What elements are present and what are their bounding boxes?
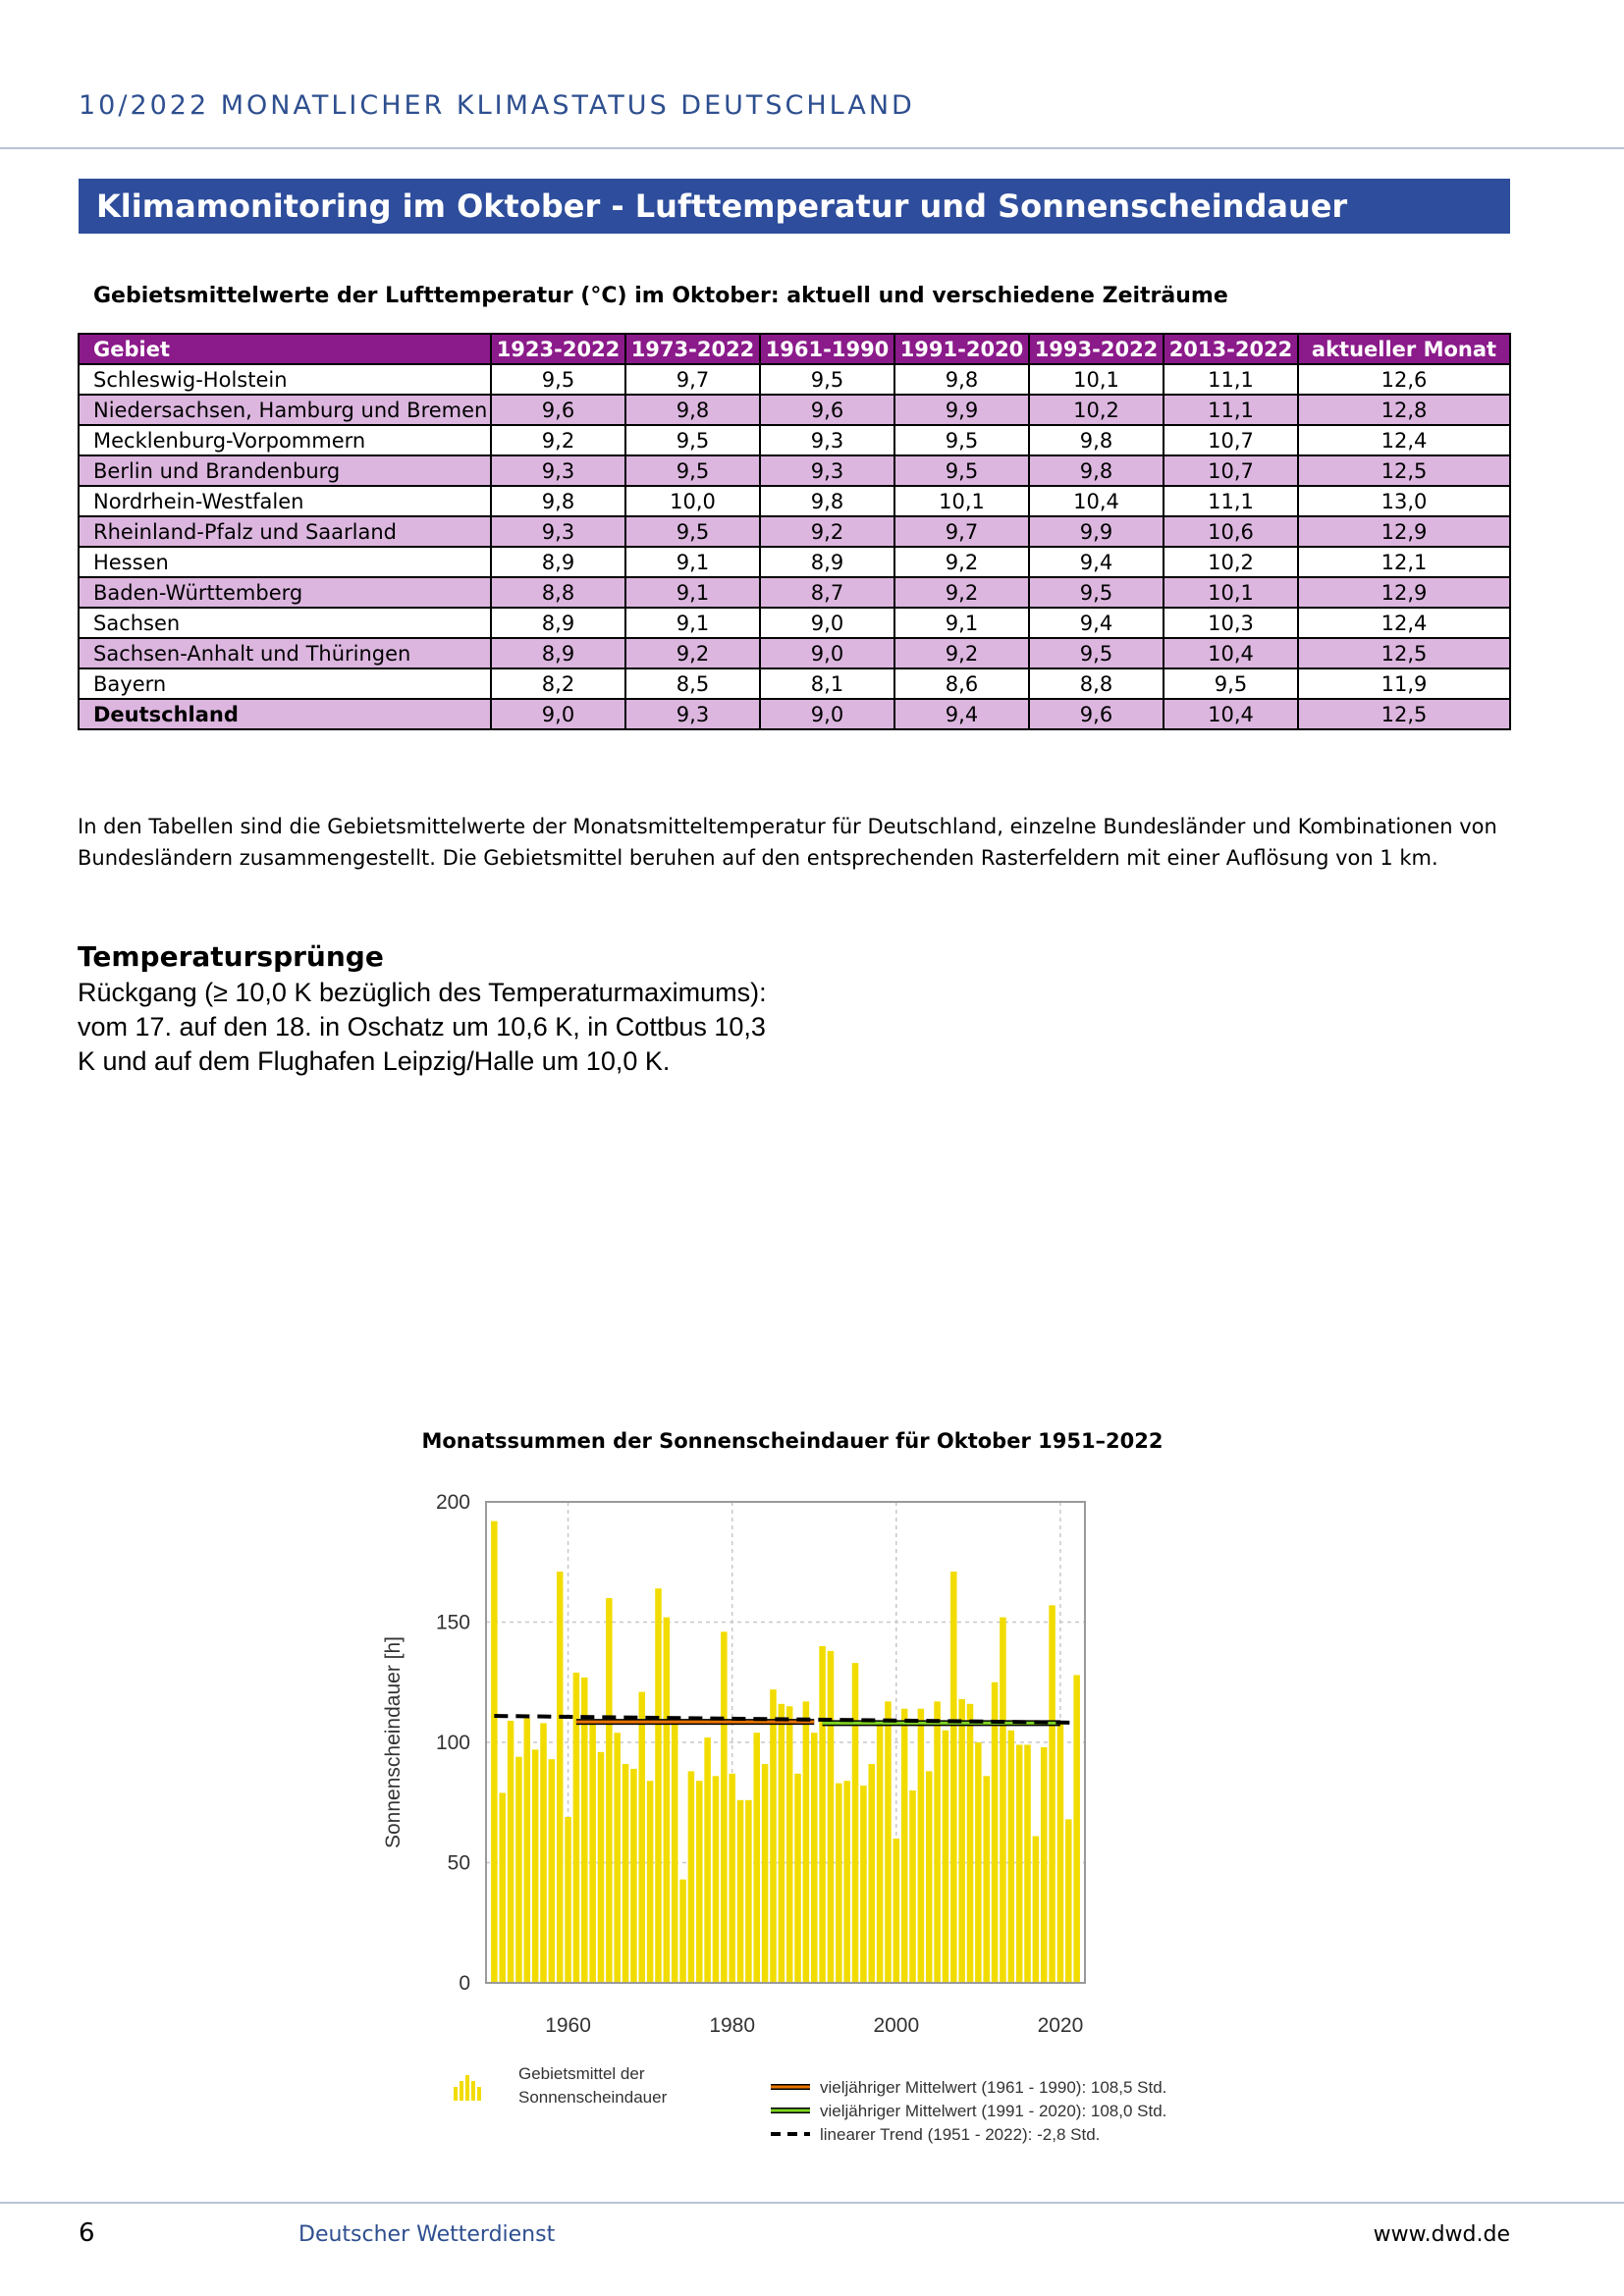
bar [877,1726,884,1983]
bar [639,1692,646,1983]
table-row [79,638,1510,668]
value-cell: 9,2 [491,425,625,455]
table-row [79,425,1510,455]
column-header: 1973-2022 [625,334,760,364]
value-cell: 9,1 [894,608,1029,638]
bar [704,1737,711,1983]
bar [1073,1675,1080,1983]
bar [1033,1837,1040,1983]
bar [843,1781,850,1983]
bar [515,1757,522,1983]
bar [688,1771,695,1983]
y-tick-label: 200 [435,1491,470,1514]
bar [614,1733,621,1983]
value-cell: 9,3 [625,699,760,729]
bar [770,1689,777,1983]
bar [868,1764,875,1983]
x-tick-label: 1980 [709,2014,756,2037]
region-cell: Deutschland [79,699,491,729]
bar [803,1701,810,1983]
bar [713,1776,720,1983]
value-cell: 9,8 [1029,425,1164,455]
value-cell: 9,3 [760,455,894,486]
temperature-table [78,333,1511,730]
value-cell: 10,0 [625,486,760,516]
bar [901,1709,908,1983]
bar [819,1646,826,1983]
table-note: In den Tabellen sind die Gebietsmittelwerte der Monatsmitteltemperatur für Deutschland, einzelne Bundesländer und Kombinationen von Bundesländern zusammengestellt. Die Gebietsmittel beruhen auf den entsprechenden Rasterfeldern mit einer Auflösung von 1 km. [78,815,1497,870]
legend-line-label: vieljähriger Mittelwert (1961 - 1990): 108,5 Std. [820,2078,1167,2097]
page-number: 6 [79,2218,95,2248]
value-cell: 9,3 [491,455,625,486]
value-cell: 8,8 [491,577,625,608]
value-cell: 12,1 [1298,547,1510,577]
bar [540,1723,547,1983]
bar [926,1771,933,1983]
value-cell: 9,1 [625,577,760,608]
bar [647,1781,654,1983]
bar [623,1764,629,1983]
bar [696,1781,703,1983]
value-cell: 9,5 [625,455,760,486]
value-cell: 9,5 [1029,638,1164,668]
table-header-row [79,334,1510,364]
legend-line-label: vieljähriger Mittelwert (1991 - 2020): 108,0 Std. [820,2102,1167,2120]
table-row [79,516,1510,547]
value-cell: 10,7 [1164,425,1298,455]
legend-line-label: linearer Trend (1951 - 2022): -2,8 Std. [820,2125,1101,2144]
value-cell: 9,6 [491,395,625,425]
x-tick-label: 1960 [545,2014,591,2037]
bar [950,1572,957,1983]
value-cell: 8,8 [1029,668,1164,699]
y-tick-label: 0 [459,1972,470,1995]
value-cell: 12,5 [1298,699,1510,729]
value-cell: 9,5 [1029,577,1164,608]
bar [828,1651,835,1983]
bar [958,1699,965,1983]
bar [967,1704,974,1983]
bar [934,1701,941,1983]
value-cell: 9,5 [760,364,894,395]
value-cell: 9,7 [894,516,1029,547]
bar [811,1733,818,1983]
temperature-jumps-text: Rückgang (≥ 10,0 K bezüglich des Temperaturmaximums): vom 17. auf den 18. in Oschatz um 10,6 K, in Cottbus 10,3 K und auf dem Flughafen Leipzig/Halle um 10,0 K. [78,978,767,1076]
value-cell: 9,4 [894,699,1029,729]
bar [918,1709,925,1983]
value-cell: 9,2 [760,516,894,547]
value-cell: 10,2 [1164,547,1298,577]
value-cell: 9,0 [491,699,625,729]
value-cell: 9,5 [491,364,625,395]
value-cell: 9,9 [894,395,1029,425]
bar [664,1618,671,1983]
value-cell: 10,1 [894,486,1029,516]
bar [549,1759,556,1983]
value-cell: 10,4 [1029,486,1164,516]
table-row [79,364,1510,395]
bar [679,1880,686,1983]
value-cell: 8,1 [760,668,894,699]
column-header: 2013-2022 [1164,334,1298,364]
value-cell: 9,5 [894,425,1029,455]
value-cell: 10,7 [1164,455,1298,486]
bar [885,1701,892,1983]
region-cell: Mecklenburg-Vorpommern [79,425,491,455]
value-cell: 9,1 [625,547,760,577]
value-cell: 10,1 [1164,577,1298,608]
bar [630,1769,637,1983]
value-cell: 12,6 [1298,364,1510,395]
table-row [79,486,1510,516]
bar [1000,1618,1006,1983]
bar [565,1817,571,1983]
value-cell: 10,1 [1029,364,1164,395]
region-cell: Rheinland-Pfalz und Saarland [79,516,491,547]
table-row [79,668,1510,699]
value-cell: 11,1 [1164,364,1298,395]
bar [992,1682,999,1983]
y-axis-label: Sonnenscheindauer [h] [382,1636,405,1848]
value-cell: 8,9 [491,608,625,638]
bar [836,1784,842,1983]
value-cell: 9,2 [625,638,760,668]
table-row [79,455,1510,486]
bar [1024,1744,1031,1983]
table-row [79,577,1510,608]
value-cell: 9,8 [1029,455,1164,486]
value-cell: 8,9 [760,547,894,577]
value-cell: 11,1 [1164,395,1298,425]
value-cell: 9,0 [760,638,894,668]
bar [524,1719,531,1984]
bar [753,1733,760,1983]
value-cell: 12,8 [1298,395,1510,425]
footer-url: www.dwd.de [1373,2222,1510,2247]
table-row [79,547,1510,577]
bar [508,1721,514,1983]
bar [786,1706,793,1983]
value-cell: 8,7 [760,577,894,608]
legend-bar-label: Gebietsmittel der [518,2064,645,2083]
bar [893,1839,900,1983]
bar [779,1704,785,1983]
bar [598,1752,605,1983]
bar [557,1572,564,1983]
value-cell: 9,4 [1029,547,1164,577]
value-cell: 9,5 [625,425,760,455]
bar [1057,1723,1064,1983]
value-cell: 9,8 [625,395,760,425]
value-cell: 12,9 [1298,577,1510,608]
region-cell: Niedersachsen, Hamburg und Bremen [79,395,491,425]
value-cell: 10,4 [1164,699,1298,729]
value-cell: 8,2 [491,668,625,699]
legend-bar-icon [471,2081,475,2101]
column-header: 1923-2022 [491,334,625,364]
value-cell: 9,1 [625,608,760,638]
value-cell: 12,5 [1298,638,1510,668]
value-cell: 9,4 [1029,608,1164,638]
value-cell: 13,0 [1298,486,1510,516]
value-cell: 9,6 [1029,699,1164,729]
value-cell: 11,1 [1164,486,1298,516]
bar [909,1790,916,1983]
bar [983,1776,990,1983]
value-cell: 10,3 [1164,608,1298,638]
y-tick-label: 50 [447,1851,470,1875]
bar [762,1764,769,1983]
bar [589,1721,596,1983]
bar [606,1598,613,1983]
region-cell: Baden-Württemberg [79,577,491,608]
value-cell: 9,2 [894,638,1029,668]
value-cell: 11,9 [1298,668,1510,699]
bar [672,1723,678,1983]
value-cell: 9,5 [625,516,760,547]
table-row [79,395,1510,425]
bar [943,1731,949,1983]
bar [794,1774,801,1983]
section-title: Klimamonitoring im Oktober - Lufttemperatur und Sonnenscheindauer [79,179,1510,234]
column-header: 1991-2020 [894,334,1029,364]
value-cell: 8,9 [491,638,625,668]
value-cell: 8,5 [625,668,760,699]
legend-bar-icon [460,2081,463,2101]
value-cell: 9,3 [760,425,894,455]
value-cell: 10,4 [1164,638,1298,668]
region-cell: Sachsen-Anhalt und Thüringen [79,638,491,668]
value-cell: 9,8 [760,486,894,516]
bar [655,1588,662,1983]
legend-bar-icon [477,2087,481,2101]
footer-organization: Deutscher Wetterdienst [298,2222,556,2247]
region-cell: Sachsen [79,608,491,638]
bar [745,1800,752,1983]
value-cell: 9,6 [760,395,894,425]
table-title: Gebietsmittelwerte der Lufttemperatur (°C) im Oktober: aktuell und verschiedene Zeiträume [93,284,1228,308]
column-header: aktueller Monat [1298,334,1510,364]
value-cell: 9,0 [760,608,894,638]
chart-title: Monatssummen der Sonnenscheindauer für Oktober 1951–2022 [421,1429,1164,1453]
footer-divider [0,2202,1624,2204]
column-header: 1961-1990 [760,334,894,364]
region-cell: Schleswig-Holstein [79,364,491,395]
column-header: Gebiet [79,334,491,364]
y-tick-label: 100 [435,1732,470,1754]
value-cell: 9,9 [1029,516,1164,547]
value-cell: 9,2 [894,577,1029,608]
bar [729,1774,735,1983]
region-cell: Nordrhein-Westfalen [79,486,491,516]
column-header: 1993-2022 [1029,334,1164,364]
bar [1041,1747,1048,1983]
legend-bar-label: Sonnenscheindauer [518,2088,668,2107]
value-cell: 12,5 [1298,455,1510,486]
value-cell: 10,2 [1029,395,1164,425]
table-row [79,699,1510,729]
value-cell: 9,8 [894,364,1029,395]
bar [975,1742,982,1983]
value-cell: 12,4 [1298,608,1510,638]
page-header-title: 10/2022 MONATLICHER KLIMASTATUS DEUTSCHLAND [79,90,915,121]
bar [852,1663,859,1983]
bar [860,1786,867,1983]
region-cell: Hessen [79,547,491,577]
sunshine-chart [373,1472,1237,2150]
value-cell: 12,9 [1298,516,1510,547]
value-cell: 9,2 [894,547,1029,577]
y-tick-label: 150 [435,1611,470,1634]
value-cell: 12,4 [1298,425,1510,455]
bar [1008,1731,1015,1983]
bar [1016,1744,1023,1983]
bar [1065,1819,1072,1983]
bar [532,1749,539,1983]
legend-bar-icon [465,2075,469,2101]
bar [721,1631,728,1983]
bar [1049,1605,1056,1983]
x-tick-label: 2000 [873,2014,920,2037]
region-cell: Bayern [79,668,491,699]
value-cell: 8,6 [894,668,1029,699]
bar [491,1522,498,1983]
table-row [79,608,1510,638]
temperature-jumps-title: Temperatursprünge [78,940,384,973]
region-cell: Berlin und Brandenburg [79,455,491,486]
bar [499,1792,506,1983]
bar [737,1800,744,1983]
value-cell: 10,6 [1164,516,1298,547]
value-cell: 9,3 [491,516,625,547]
value-cell: 8,9 [491,547,625,577]
legend-bar-icon [454,2087,458,2101]
value-cell: 9,5 [894,455,1029,486]
value-cell: 9,8 [491,486,625,516]
value-cell: 9,0 [760,699,894,729]
value-cell: 9,7 [625,364,760,395]
x-tick-label: 2020 [1037,2014,1084,2037]
value-cell: 9,5 [1164,668,1298,699]
header-divider [0,147,1624,149]
